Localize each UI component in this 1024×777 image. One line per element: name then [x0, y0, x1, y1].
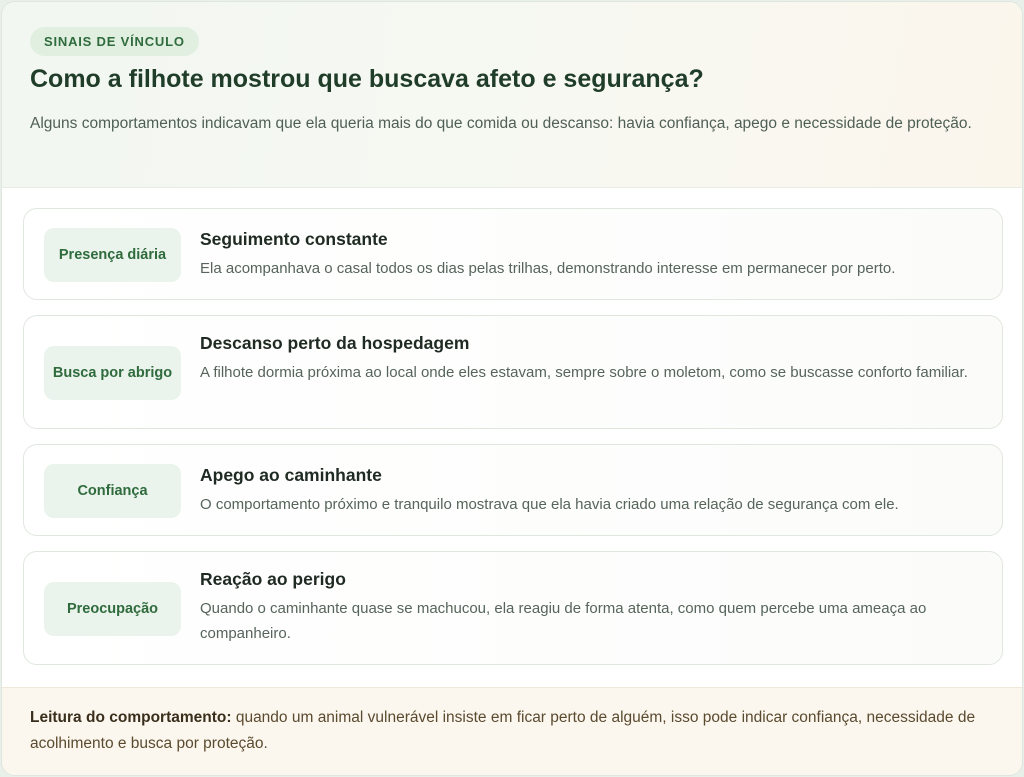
signal-tag: Presença diária [44, 228, 181, 282]
signal-item [23, 444, 1003, 536]
signal-title: Seguimento constante [200, 229, 388, 249]
behavior-note-text [30, 705, 990, 757]
signal-description: Ela acompanhava o casal todos os dias pelas trilhas, demonstrando interesse em permanecer por perto. [200, 260, 896, 277]
signal-item [23, 551, 1003, 665]
signal-title: Apego ao caminhante [200, 465, 382, 485]
signal-description: Quando o caminhante quase se machucou, ela reagiu de forma atenta, como quem percebe uma ameaça ao companheiro. [200, 600, 927, 642]
page-title: Como a filhote mostrou que buscava afeto e segurança? [30, 65, 704, 93]
signal-description: O comportamento próximo e tranquilo mostrava que ela havia criado uma relação de segurança com ele. [200, 496, 899, 513]
behavior-note-body: quando um animal vulnerável insiste em ficar perto de alguém, isso pode indicar confiança, necessidade de acolhimento e busca por proteção. [30, 709, 976, 752]
page-subtitle: Alguns comportamentos indicavam que ela queria mais do que comida ou descanso: havia confiança, apego e necessidade de proteção. [30, 115, 972, 132]
signal-description: A filhote dormia próxima ao local onde eles estavam, sempre sobre o moletom, como se buscasse conforto familiar. [200, 364, 968, 381]
info-card [1, 1, 1023, 776]
behavior-note [2, 687, 1022, 775]
signal-tag: Confiança [44, 464, 181, 518]
signal-tag: Preocupação [44, 582, 181, 636]
signal-tag: Busca por abrigo [44, 346, 181, 400]
behavior-note-label: Leitura do comportamento: [30, 709, 232, 726]
category-badge: SINAIS DE VÍNCULO [30, 27, 199, 56]
card-header [2, 2, 1022, 188]
signal-item [23, 208, 1003, 300]
signal-title: Reação ao perigo [200, 569, 346, 589]
signal-title: Descanso perto da hospedagem [200, 333, 470, 353]
signal-item [23, 315, 1003, 429]
